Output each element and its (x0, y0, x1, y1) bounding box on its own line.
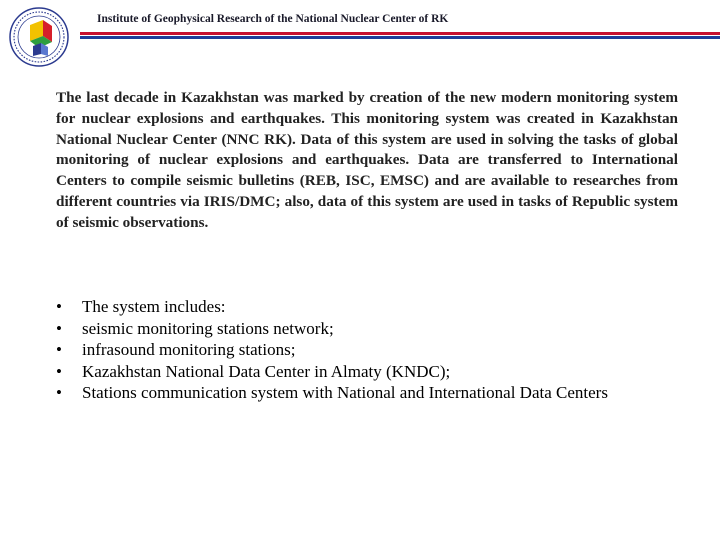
bullet-item (56, 339, 676, 361)
intro-paragraph: The last decade in Kazakhstan was marked by creation of the new modern monitoring system for nuclear explosions and earthquakes. This monitoring system was created in Kazakhstan National Nuclear Center (NNC RK). Data of this system are used in solving the tasks of global monitoring of nuclear explosions and earthquakes. Data are transferred to International Centers to compile seismic bulletins (REB, ISC, EMSC) and are available to researches from different countries via IRIS/DMC; also, data of this system are used in tasks of Republic system of seismic observations. (56, 89, 678, 231)
bullet-text: Kazakhstan National Data Center in Almaty (KNDC); (82, 361, 451, 381)
bullet-text: seismic monitoring stations network; (82, 318, 334, 338)
header-title: Institute of Geophysical Research of the National Nuclear Center of RK (97, 13, 449, 25)
bullet-marker: • (56, 383, 62, 403)
bullet-item (56, 382, 676, 404)
bullet-marker: • (56, 297, 62, 316)
bullet-item (56, 318, 676, 340)
bullet-marker: • (56, 361, 62, 381)
header-rule-blue (80, 36, 720, 39)
bullet-marker: • (56, 318, 62, 338)
institute-logo-icon (8, 6, 70, 68)
bullet-marker: • (56, 340, 62, 360)
bullet-item (56, 296, 676, 318)
bullet-text: Stations communication system with National and International Data Centers (82, 383, 608, 403)
bullet-item (56, 361, 676, 383)
header-rule-red (80, 32, 720, 35)
bullet-text: The system includes: (82, 297, 226, 316)
system-bullet-list (56, 296, 676, 404)
bullet-text: infrasound monitoring stations; (82, 340, 296, 360)
